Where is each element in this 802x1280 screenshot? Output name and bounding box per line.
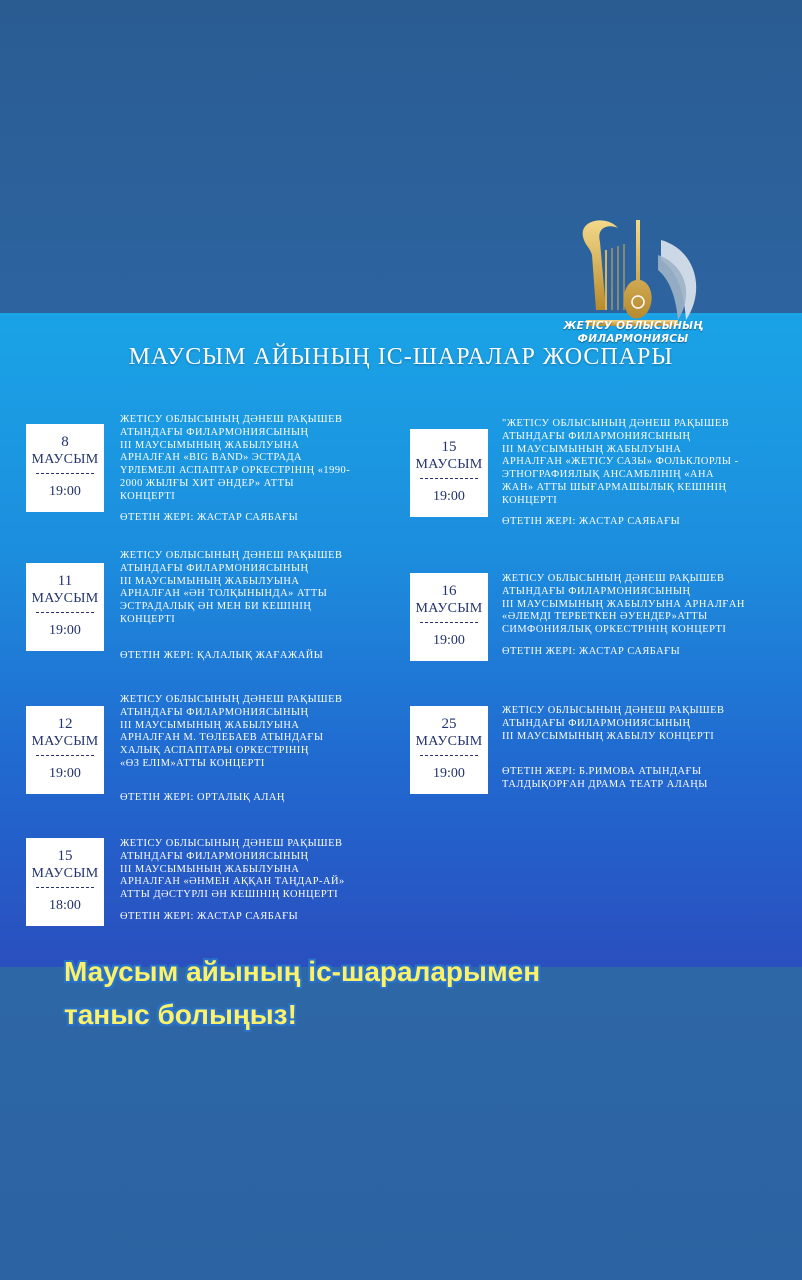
date-time: 19:00 [433,766,465,781]
date-time: 19:00 [49,484,81,499]
date-time: 19:00 [433,489,465,504]
event-description: ЖЕТІСУ ОБЛЫСЫНЫҢ ДӘНЕШ РАҚЫШЕВ АТЫНДАҒЫ ФИЛАРМОНИЯСЫНЫҢ III МАУСЫМЫНЫҢ ЖАБЫЛУЫНА АРНАЛҒАН «ӘН ТОЛҚЫНЫНДА» АТТЫ ЭСТРАДАЛЫҚ ӘН МЕН БИ КЕШІНІҢ КОНЦЕРТІ [120,550,343,625]
date-divider [36,755,94,756]
date-card [410,573,488,661]
date-month: МАУСЫМ [31,452,99,467]
date-month: МАУСЫМ [415,457,483,472]
logo-line-2: ФИЛАРМОНИЯСЫ [577,333,689,345]
date-card [26,706,104,794]
event-description: ЖЕТІСУ ОБЛЫСЫНЫҢ ДӘНЕШ РАҚЫШЕВ АТЫНДАҒЫ ФИЛАРМОНИЯСЫНЫҢ III МАУСЫМЫНЫҢ ЖАБЫЛУЫНА АРНАЛҒАН «BIG BAND» ЭСТРАДА ҮРЛЕМЕЛІ АСПАПТАР ОРКЕСТРІНІҢ «1990- 2000 ЖЫЛҒЫ ХИТ ӘНДЕР» АТТЫ КОНЦЕРТІ [120,414,351,502]
date-day: 8 [61,434,69,450]
logo-caption [558,320,708,346]
date-divider [36,612,94,613]
date-month: МАУСЫМ [31,591,99,606]
date-divider [36,473,94,474]
event-venue: ӨТЕТІН ЖЕРІ: ЖАСТАР САЯБАҒЫ [120,512,299,523]
date-month: МАУСЫМ [415,734,483,749]
event-description: ЖЕТІСУ ОБЛЫСЫНЫҢ ДӘНЕШ РАҚЫШЕВ АТЫНДАҒЫ ФИЛАРМОНИЯСЫНЫҢ III МАУСЫМЫНЫҢ ЖАБЫЛУЫНА АРНАЛҒАН «ӘЛЕМДІ ТЕРБЕТКЕН ӘУЕНДЕР»АТТЫ СИМФОНИЯЛЫҚ ОРКЕСТРІНІҢ КОНЦЕРТІ [502,573,745,636]
date-card [26,838,104,926]
date-card [410,706,488,794]
date-month: МАУСЫМ [415,601,483,616]
event-description: ЖЕТІСУ ОБЛЫСЫНЫҢ ДӘНЕШ РАҚЫШЕВ АТЫНДАҒЫ ФИЛАРМОНИЯСЫНЫҢ III МАУСЫМЫНЫҢ ЖАБЫЛУЫНА АРНАЛҒАН М. ТӨЛЕБАЕВ АТЫНДАҒЫ ХАЛЫҚ АСПАПТАРЫ ОРКЕСТРІНІҢ «ӨЗ ЕЛІМ»АТТЫ КОНЦЕРТІ [120,694,343,769]
date-time: 19:00 [49,623,81,638]
date-card [410,429,488,517]
date-time: 19:00 [49,766,81,781]
date-card [26,424,104,512]
date-divider [36,887,94,888]
date-day: 12 [57,716,73,732]
date-time: 19:00 [433,633,465,648]
date-card [26,563,104,651]
event-venue: ӨТЕТІН ЖЕРІ: ЖАСТАР САЯБАҒЫ [502,646,681,657]
event-venue: ӨТЕТІН ЖЕРІ: ЖАСТАР САЯБАҒЫ [502,516,681,527]
date-divider [420,622,478,623]
date-day: 25 [441,716,457,732]
date-divider [420,755,478,756]
date-divider [420,478,478,479]
event-venue: ӨТЕТІН ЖЕРІ: ҚАЛАЛЫҚ ЖАҒАЖАЙЫ [120,650,324,661]
date-month: МАУСЫМ [31,866,99,881]
date-month: МАУСЫМ [31,734,99,749]
caption-text: Маусым айының іс-шараларымен таныс болыңыз! [64,956,541,1030]
event-description: ЖЕТІСУ ОБЛЫСЫНЫҢ ДӘНЕШ РАҚЫШЕВ АТЫНДАҒЫ ФИЛАРМОНИЯСЫНЫҢ III МАУСЫМЫНЫҢ ЖАБЫЛУЫНА АРНАЛҒАН «ӘНМЕН АҚҚАН ТАҢДАР-АЙ» АТТЫ ДӘСТҮРЛІ ӘН КЕШІНІҢ КОНЦЕРТІ [120,838,345,901]
event-venue: ӨТЕТІН ЖЕРІ: ЖАСТАР САЯБАҒЫ [120,911,299,922]
page-title: МАУСЫМ АЙЫНЫҢ ІС-ШАРАЛАР ЖОСПАРЫ [128,344,674,370]
logo-line-1: ЖЕТІСУ ОБЛЫСЫНЫҢ [563,320,703,332]
date-day: 15 [441,439,457,455]
date-time: 18:00 [49,898,81,913]
event-description: ЖЕТІСУ ОБЛЫСЫНЫҢ ДӘНЕШ РАҚЫШЕВ АТЫНДАҒЫ ФИЛАРМОНИЯСЫНЫҢ III МАУСЫМЫНЫҢ ЖАБЫЛУ КОНЦЕРТІ [502,705,725,742]
date-day: 15 [57,848,73,864]
event-description: "ЖЕТІСУ ОБЛЫСЫНЫҢ ДӘНЕШ РАҚЫШЕВ АТЫНДАҒЫ ФИЛАРМОНИЯСЫНЫҢ III МАУСЫМЫНЫҢ ЖАБЫЛУЫНА АРНАЛҒАН «ЖЕТІСУ САЗЫ» ФОЛЬКЛОРЛЫ - ЭТНОГРАФИЯЛЫҚ АНСАМБЛІНІҢ «АНА ЖАН» АТТЫ ШЫҒАРМАШЫЛЫҚ КЕШІНІҢ КОНЦЕРТІ [502,418,739,506]
event-venue: ӨТЕТІН ЖЕРІ: Б.РИМОВА АТЫНДАҒЫ ТАЛДЫҚОРҒАН ДРАМА ТЕАТР АЛАҢЫ [502,766,708,790]
event-venue: ӨТЕТІН ЖЕРІ: ОРТАЛЫҚ АЛАҢ [120,792,285,803]
date-day: 11 [57,573,73,589]
date-day: 16 [441,583,457,599]
